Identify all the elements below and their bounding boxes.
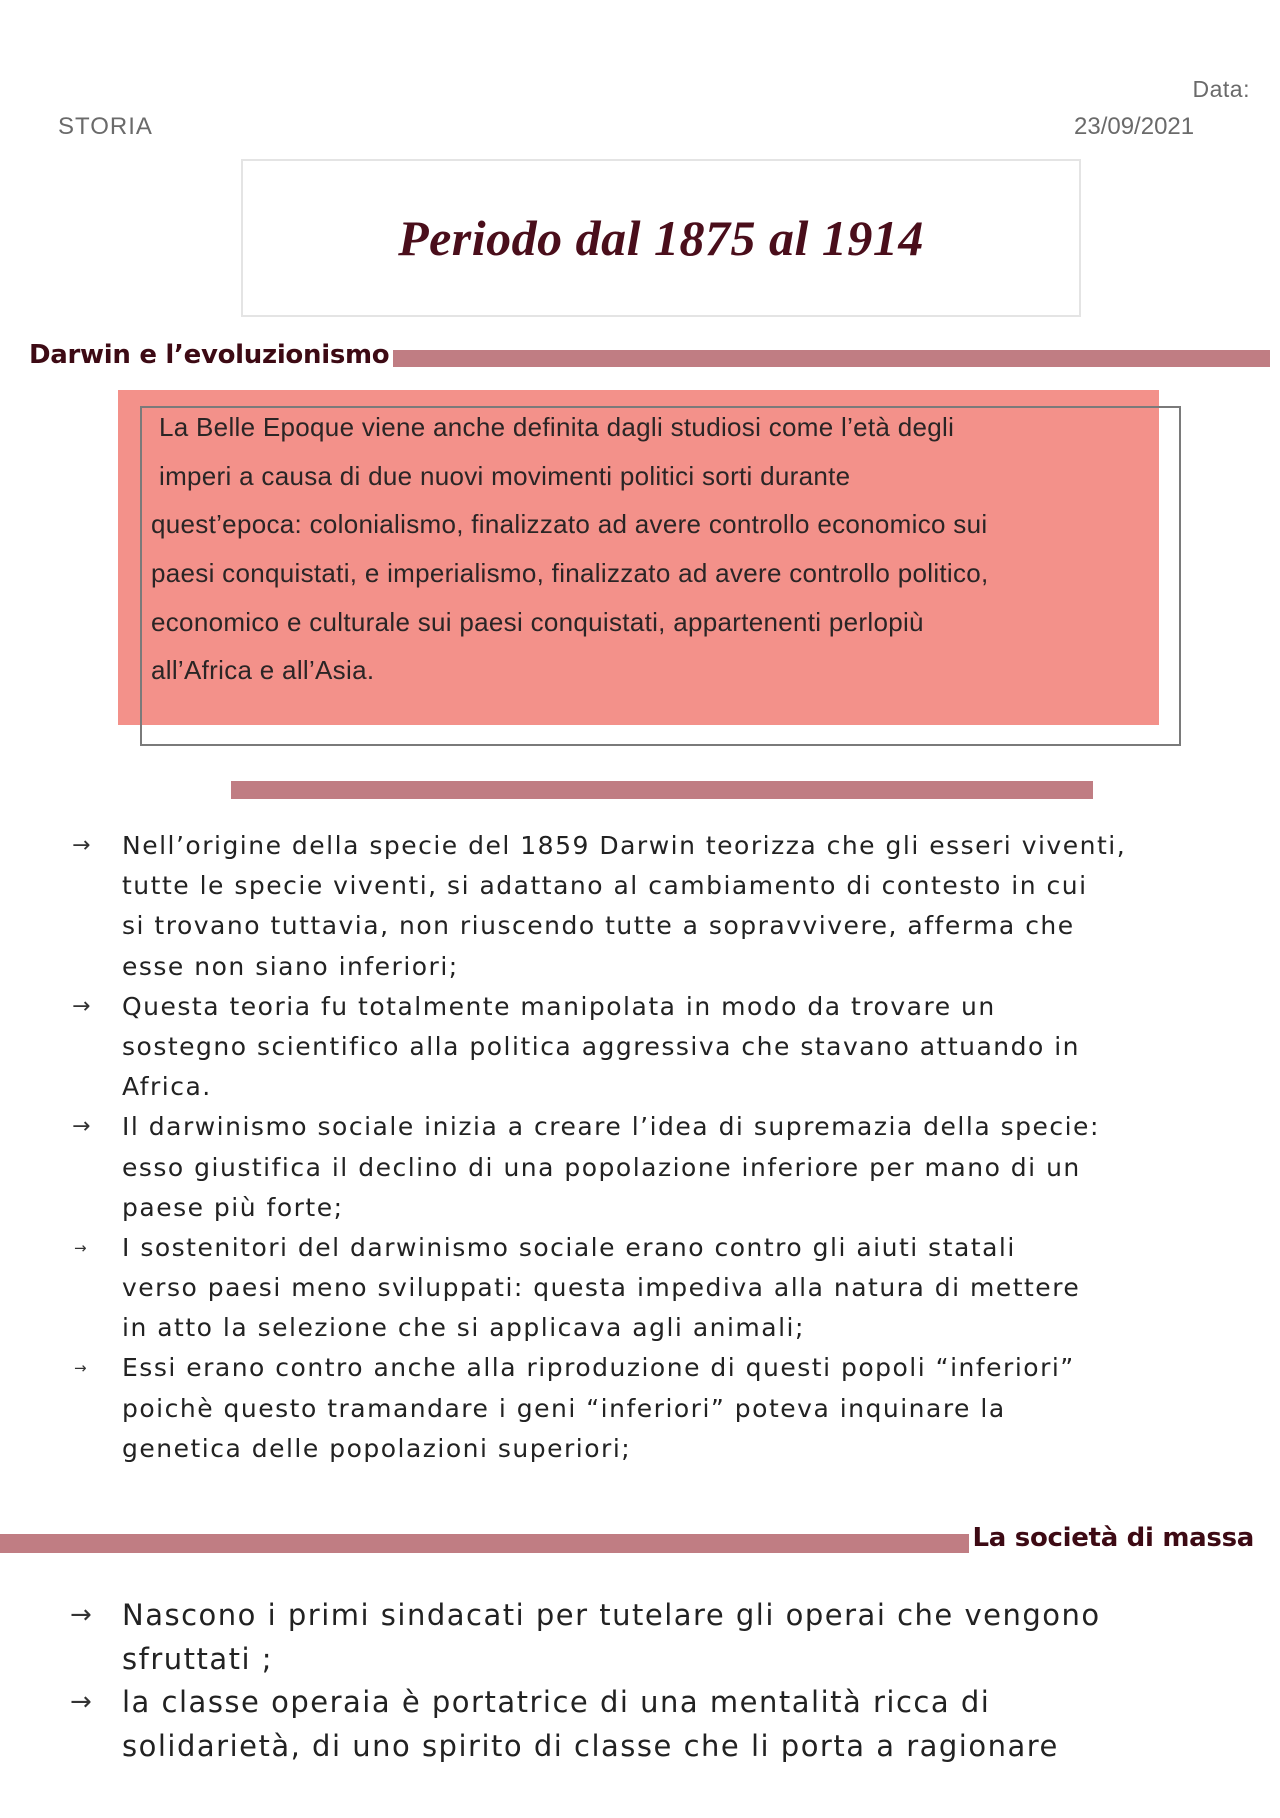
page-title: Periodo dal 1875 al 1914: [398, 210, 924, 266]
list-item: [122, 987, 1262, 1108]
list-item: [122, 1228, 1262, 1349]
box-line: La Belle Epoque viene anche definita dagli studiosi come l’età degli: [159, 412, 955, 442]
list-item: [122, 1681, 1262, 1768]
box-line: quest’epoca: colonialismo, finalizzato ad avere controllo economico sui: [151, 509, 988, 540]
box-line: economico e culturale sui paesi conquistati, appartenenti perlopiù: [151, 606, 924, 637]
section-heading: Darwin e l’evoluzionismo: [29, 340, 390, 370]
list-item: [122, 1348, 1262, 1469]
divider-bar: [231, 781, 1093, 799]
bullet-line: Nell’origine della specie del 1859 Darwin teorizza che gli esseri viventi,: [122, 831, 1127, 860]
bullet-line: Il darwinismo sociale inizia a creare l’idea di supremazia della specie:: [122, 1112, 1100, 1142]
section-heading: La società di massa: [972, 1523, 1254, 1553]
bullet-line: esso giustifica il declino di una popolazione inferiore per mano di un: [122, 1152, 1081, 1182]
arrow-right-icon: [72, 987, 90, 1027]
box-line: imperi a causa di due nuovi movimenti politici sorti durante: [159, 460, 851, 491]
bullet-line: la classe operaia è portatrice di una mentalità ricca di: [122, 1685, 991, 1720]
bullet-line: genetica delle popolazioni superiori;: [122, 1433, 632, 1463]
bullet-line: Questa teoria fu totalmente manipolata in modo da trovare un: [122, 991, 996, 1021]
bullet-list-darwin: [122, 826, 1262, 1469]
title-box: [241, 159, 1081, 317]
date-value: 23/09/2021: [1074, 113, 1195, 140]
box-line: paesi conquistati, e imperialismo, finalizzato ad avere controllo politico,: [151, 558, 989, 589]
bullet-line: sfruttati ;: [122, 1641, 274, 1676]
bullet-line: esse non siano inferiori;: [122, 951, 459, 981]
highlight-text: [151, 403, 1161, 695]
bullet-line: verso paesi meno sviluppati: questa impediva alla natura di mettere: [122, 1273, 1081, 1303]
box-line: all’Africa e all’Asia.: [151, 655, 375, 686]
accent-bar: [393, 350, 1270, 367]
subject-label: STORIA: [58, 113, 153, 140]
arrow-right-icon: [74, 1228, 87, 1268]
list-item: [122, 1594, 1262, 1681]
bullet-line: Africa.: [122, 1072, 212, 1102]
arrow-right-icon: [70, 1681, 92, 1725]
arrow-right-icon: [72, 1107, 90, 1147]
section-header-darwin: [29, 336, 1270, 374]
list-item: [122, 826, 1262, 987]
bullet-line: paese più forte;: [122, 1192, 344, 1222]
bullet-line: si trovano tuttavia, non riuscendo tutte a sopravvivere, afferma che: [122, 911, 1075, 941]
bullet-line: sostegno scientifico alla politica aggressiva che stavano attuando in: [122, 1031, 1081, 1061]
bullet-line: solidarietà, di uno spirito di classe che li porta a ragionare: [122, 1729, 1059, 1764]
section-header-massa: [0, 1518, 1254, 1558]
date-label: Data:: [1192, 76, 1250, 102]
bullet-line: poichè questo tramandare i geni “inferiori” poteva inquinare la: [122, 1393, 1006, 1423]
bullet-line: tutte le specie viventi, si adattano al cambiamento di contesto in cui: [122, 871, 1088, 901]
bullet-line: Nascono i primi sindacati per tutelare gli operai che vengono: [122, 1598, 1101, 1632]
arrow-right-icon: [72, 826, 90, 866]
list-item: [122, 1107, 1262, 1228]
bullet-line: Essi erano contro anche alla riproduzione di questi popoli “inferiori”: [122, 1353, 1075, 1383]
bullet-line: in atto la selezione che si applicava agli animali;: [122, 1313, 805, 1343]
arrow-right-icon: [70, 1594, 92, 1638]
bullet-line: I sostenitori del darwinismo sociale erano contro gli aiuti statali: [122, 1232, 1016, 1262]
bullet-list-massa: [122, 1594, 1262, 1769]
arrow-right-icon: [74, 1348, 87, 1388]
accent-bar: [0, 1534, 969, 1553]
